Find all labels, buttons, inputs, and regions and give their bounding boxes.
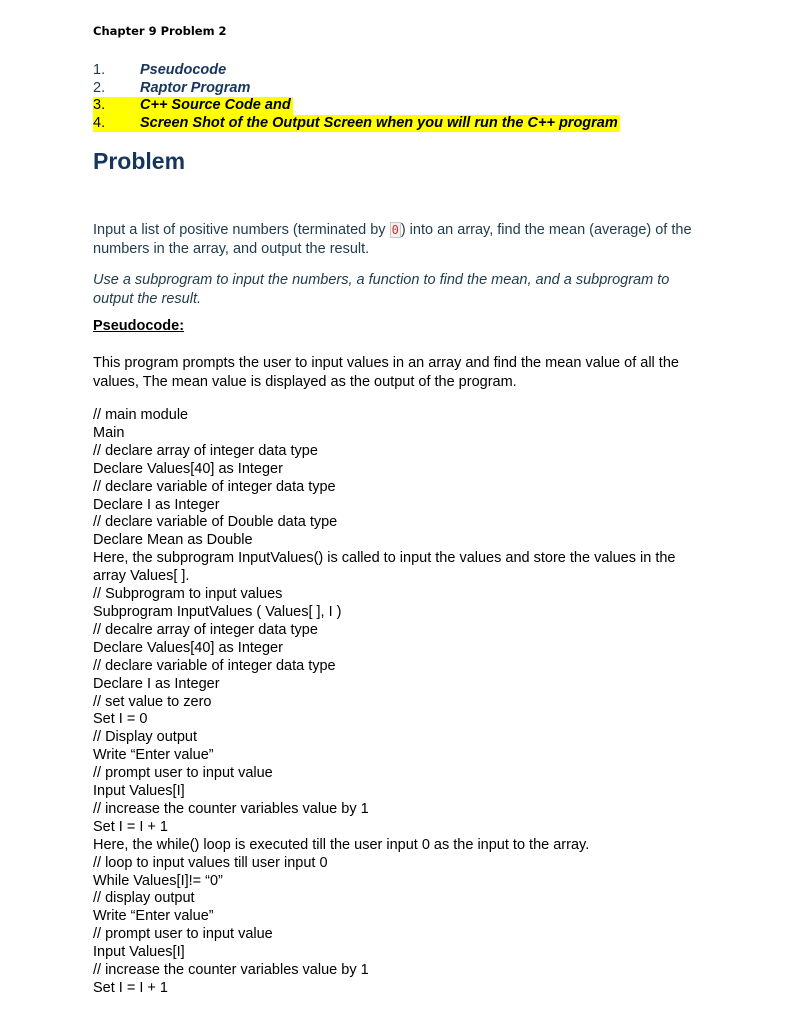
task-number: 3.: [93, 97, 106, 114]
problem-instruction: Use a subprogram to input the numbers, a function to find the mean, and a subprogram to output the result.: [93, 272, 670, 307]
pseudocode-line: Set I = I + 1: [93, 818, 168, 835]
task-text: Screen Shot of the Output Screen when you will run the C++ program: [140, 114, 618, 131]
pseudocode-line: // main module: [93, 407, 189, 423]
pseudocode-line: Here, the while() loop is executed till the user input 0 as the input to the array.: [93, 836, 590, 853]
task-text: C++ Source Code and: [140, 97, 291, 114]
pseudocode-line: Set I = I + 1: [93, 980, 168, 996]
pseudocode-line: // prompt user to input value: [93, 765, 273, 782]
pseudocode-line: // decalre array of integer data type: [93, 621, 318, 638]
pseudocode-line: // set value to zero: [93, 693, 212, 710]
task-number: 2.: [93, 79, 106, 96]
pseudocode-line: Declare Mean as Double: [93, 532, 253, 549]
pseudocode-line: Input Values[I]: [93, 783, 185, 800]
pseudocode-line: Declare Values[40] as Integer: [93, 460, 283, 477]
pseudocode-line: Set I = 0: [93, 711, 148, 728]
pseudocode-line: Declare Values[40] as Integer: [93, 639, 283, 656]
pseudocode-line: Input Values[I]: [93, 944, 185, 961]
statement-after: ) into an array, find the mean (average) of the numbers in the array, and output the result.: [93, 222, 692, 257]
statement-before: Input a list of positive numbers (terminated by: [93, 222, 390, 238]
pseudocode-line: // loop to input values till user input 0: [93, 854, 328, 871]
task-list: [93, 62, 620, 132]
problem-heading: Problem: [93, 148, 186, 174]
pseudocode-line: Write “Enter value”: [93, 908, 214, 925]
task-text: Raptor Program: [140, 79, 251, 96]
pseudocode-line: // increase the counter variables value by 1: [93, 962, 369, 979]
pseudocode-line: // declare variable of Double data type: [93, 514, 338, 531]
pseudocode-line: // increase the counter variables value by 1: [93, 800, 369, 817]
task-number: 4.: [93, 114, 106, 131]
pseudocode-line: // prompt user to input value: [93, 926, 273, 943]
pseudocode-line: // declare variable of integer data type: [93, 657, 336, 674]
pseudocode-heading: Pseudocode:: [93, 318, 185, 334]
pseudocode-line: Main: [93, 424, 125, 441]
task-item-highlighted: [93, 97, 293, 115]
pseudocode-line: // display output: [93, 890, 195, 907]
pseudocode-line: Here, the subprogram InputValues() is called to input the values and store the values in the array Values[ ].: [93, 550, 676, 585]
pseudocode-line: Declare I as Integer: [93, 675, 220, 692]
task-item: [93, 80, 620, 98]
pseudocode-line: Subprogram InputValues ( Values[ ], I ): [93, 603, 342, 620]
task-number: 1.: [93, 62, 106, 78]
task-text: Pseudocode: [140, 62, 227, 78]
pseudocode-line: // Subprogram to input values: [93, 586, 283, 603]
pseudocode-intro: This program prompts the user to input values in an array and find the mean value of all the values, The mean value is displayed as the output of the program.: [93, 355, 679, 390]
pseudocode-line: Declare I as Integer: [93, 496, 220, 513]
pseudocode-line: Write “Enter value”: [93, 747, 214, 764]
pseudocode-line: // declare variable of integer data type: [93, 478, 336, 495]
pseudocode-line: // Display output: [93, 729, 197, 746]
pseudocode-lines: [93, 407, 703, 998]
pseudocode-line: // declare array of integer data type: [93, 442, 318, 459]
task-item-highlighted: [93, 115, 620, 133]
problem-statement: [93, 221, 698, 258]
pseudocode-line: While Values[I]!= “0”: [93, 872, 223, 889]
inline-code-zero: 0: [391, 223, 399, 237]
chapter-title: Chapter 9 Problem 2: [93, 24, 227, 38]
task-item: [93, 62, 620, 80]
